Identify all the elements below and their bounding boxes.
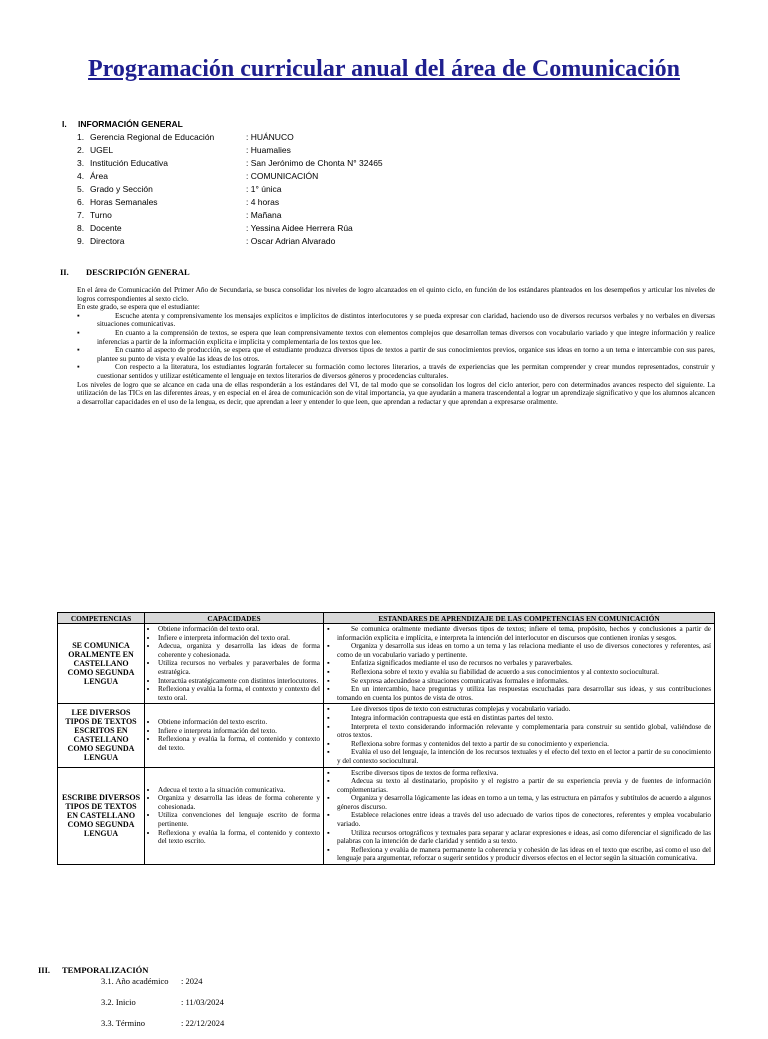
section-3-heading xyxy=(38,965,148,975)
capacidad-item: • Interactúa estratégicamente con distintos interlocutores. xyxy=(158,677,320,686)
info-number: 4. xyxy=(77,171,85,181)
estandar-item xyxy=(327,811,711,828)
bullet-icon: ▪ xyxy=(327,811,330,820)
info-number: 8. xyxy=(77,223,85,233)
bullet-icon: ▪ xyxy=(327,794,330,803)
estandar-text: Enfatiza significados mediante el uso de recursos no verbales y paraverbales. xyxy=(351,659,573,668)
estandar-item xyxy=(327,625,711,642)
bullet-icon: ▪ xyxy=(327,739,330,748)
capacidad-item: • Reflexiona y evalúa la forma, el contenido y contexto del texto escrito. xyxy=(158,829,320,846)
info-row xyxy=(77,170,383,183)
temporalization-list xyxy=(101,976,224,1039)
bullet-icon: ▪ xyxy=(327,845,330,854)
bullet-icon: ▪ xyxy=(327,676,330,685)
section-1-title: INFORMACIÓN GENERAL xyxy=(78,119,183,129)
competencia-cell: ESCRIBE DIVERSOS TIPOS DE TEXTOS EN CASTELLANO COMO SEGUNDA LENGUA xyxy=(58,767,145,865)
info-label: Docente xyxy=(90,223,122,233)
section-2-heading xyxy=(60,267,190,277)
capacidad-item: • Reflexiona y evalúa la forma, el contexto y contexto del texto oral. xyxy=(158,685,320,702)
header-capacidades: CAPACIDADES xyxy=(145,613,324,624)
estandar-text: Escribe diversos tipos de textos de forma reflexiva. xyxy=(351,768,499,777)
estandar-item xyxy=(327,829,711,846)
info-value: : Mañana xyxy=(246,210,282,220)
info-value: : Yessina Aidee Herrera Rúa xyxy=(246,223,353,233)
estandar-item xyxy=(327,777,711,794)
estandar-text: Se expresa adecuándose a situaciones comunicativas formales e informales. xyxy=(351,676,569,685)
info-row xyxy=(77,183,383,196)
info-value: : 4 horas xyxy=(246,197,280,207)
estandar-text: Reflexiona sobre el texto y evalúa su fiabilidad de acuerdo a sus conocimientos y al contexto sociocultural. xyxy=(351,667,659,676)
capacidad-item: • Obtiene información del texto escrito. xyxy=(158,718,320,727)
capacidad-item: • Utiliza recursos no verbales y paraverbales de forma estratégica. xyxy=(158,659,320,676)
section-2-number: II. xyxy=(60,267,69,277)
bullet-icon: ▪ xyxy=(77,362,80,372)
info-number: 1. xyxy=(77,132,85,142)
temporalization-label: 3.1. Año académico xyxy=(101,976,169,986)
info-label: Área xyxy=(90,171,108,181)
estandar-item xyxy=(327,659,711,668)
capacidad-item: • Adecua, organiza y desarrolla las ideas de forma coherente y cohesionada. xyxy=(158,642,320,659)
general-description xyxy=(77,286,715,406)
info-value: : San Jerónimo de Chonta N° 32465 xyxy=(246,158,383,168)
capacidad-item: • Obtiene información del texto oral. xyxy=(158,625,320,634)
header-competencias: COMPETENCIAS xyxy=(58,613,145,624)
bullet-text: En cuanto a la comprensión de textos, se espera que lean comprensivamente textos con elementos complejos que desarrollan temas diversos con vocabulario variado y que integre información y realice inferencias a partir de la información explícita e implícita y complementaria de los textos que lee. xyxy=(97,327,715,346)
estandar-text: Adecua su texto al destinatario, propósito y el registro a partir de su experiencia previa y de fuentes de información complementarias. xyxy=(337,777,711,794)
estandares-cell xyxy=(324,767,715,865)
estandar-text: Reflexiona sobre formas y contenidos del texto a partir de su conocimiento y experiencia. xyxy=(351,739,609,748)
estandar-item xyxy=(327,740,711,749)
capacidad-item: • Infiere e interpreta información del texto oral. xyxy=(158,634,320,643)
bullet-icon: ▪ xyxy=(327,642,330,651)
temporalization-value: : 22/12/2024 xyxy=(181,1018,225,1028)
section-3-title: TEMPORALIZACIÓN xyxy=(62,965,149,975)
estandar-text: Reflexiona y evalúa de manera permanente la coherencia y cohesión de las ideas en el texto que escribe, así como el uso del lenguaje para argumentar, reforzar o sugerir sentidos y producir diversos efectos en el lector según la situación comunicativa. xyxy=(337,845,711,863)
estandar-text: En un intercambio, hace preguntas y utiliza las respuestas escuchadas para desarrollar sus ideas, y sus contribuciones tomando en cuenta los puntos de vista de otros. xyxy=(337,685,711,702)
temporalization-label: 3.2. Inicio xyxy=(101,997,136,1007)
description-bullet xyxy=(77,363,715,380)
estandares-cell xyxy=(324,704,715,767)
bullet-icon: ▪ xyxy=(77,310,80,320)
info-number: 5. xyxy=(77,184,85,194)
estandar-text: Utiliza recursos ortográficos y textuales para separar y aclarar expresiones e ideas, así como diferenciar el significado de las palabras con la intención de darle claridad y sentido a su texto. xyxy=(337,828,711,846)
capacidades-list xyxy=(148,718,320,752)
info-label: Horas Semanales xyxy=(90,197,158,207)
estandar-item xyxy=(327,748,711,765)
estandar-text: Organiza y desarrolla sus ideas en torno a un tema y las relaciona mediante el uso de diversos conectores y referentes, así como de un vocabulario variado y pertinente. xyxy=(337,642,711,659)
capacidad-item: • Organiza y desarrolla las ideas de forma coherente y cohesionada. xyxy=(158,794,320,811)
description-paragraph-3: Los niveles de logro que se alcance en cada una de ellas responderán a los estándares del VI, de tal modo que se consolidan los logros del ciclo anterior, pero con determinados avances respecto del siguiente. La utilización de las TICs en las diferentes áreas, y en especial en el área de comunicación son de vital importancia, ya que ayudarán a manera trascendental a lograr un aprendizaje significativo y que los alumnos alcancen a desarrollar capacidades en el uso de la lengua, es decir, que aprendan a leer y entender lo que leen, que aprendan a redactar y que aprendan a expresarse oralmente. xyxy=(77,379,715,406)
estandar-item xyxy=(327,677,711,686)
estandar-text: Interpreta el texto considerando información relevante y complementaria para construir su sentido global, valiéndose de otros textos. xyxy=(337,722,711,740)
info-number: 9. xyxy=(77,236,85,246)
info-row xyxy=(77,222,383,235)
estandar-text: Evalúa el uso del lenguaje, la intención de los recursos textuales y el efecto del texto en el lector a partir de su conocimiento y del contexto sociocultural. xyxy=(337,748,711,765)
table-row xyxy=(58,704,715,767)
temporalization-label: 3.3. Término xyxy=(101,1018,145,1028)
bullet-text: Escuche atenta y comprensivamente los mensajes explícitos e implícitos de distintos interlocutores y se pueda expresar con claridad, haciendo uso de diversos recursos verbales y no verbales en diversas situaciones comunicativas. xyxy=(97,310,715,329)
info-row xyxy=(77,209,383,222)
description-bullet xyxy=(77,329,715,346)
capacidades-cell xyxy=(145,767,324,865)
bullet-icon: ▪ xyxy=(327,748,330,757)
bullet-text: En cuanto al aspecto de producción, se espera que el estudiante produzca diversos tipos de textos a partir de sus conocimientos previos, organice sus ideas en torno a un tema e intercambie con sus pares, plantee su punto de vista y evalúe las ideas de los otros. xyxy=(97,345,715,363)
estandar-text: Lee diversos tipos de texto con estructuras complejas y vocabulario variado. xyxy=(351,705,571,714)
description-paragraph-2: En este grado, se espera que el estudiante: xyxy=(77,302,200,312)
estandar-item xyxy=(327,685,711,702)
info-number: 6. xyxy=(77,197,85,207)
bullet-icon: ▪ xyxy=(327,722,330,731)
info-label: Institución Educativa xyxy=(90,158,168,168)
description-bullets xyxy=(77,312,715,381)
estandar-text: Se comunica oralmente mediante diversos tipos de textos; infiere el tema, propósito, hechos y conclusiones a partir de información explícita e implícita, e interpreta la intención del interlocutor en discursos que contienen ironías y sesgos. xyxy=(337,625,711,642)
capacidad-item: • Adecua el texto a la situación comunicativa. xyxy=(158,786,320,795)
info-value: : COMUNICACIÓN xyxy=(246,171,319,181)
info-value: : Oscar Adrian Alvarado xyxy=(246,236,336,246)
bullet-icon: ▪ xyxy=(77,327,80,337)
section-3-number: III. xyxy=(38,965,51,975)
info-row xyxy=(77,157,383,170)
info-label: Gerencia Regional de Educación xyxy=(90,132,215,142)
competencia-cell: LEE DIVERSOS TIPOS DE TEXTOS ESCRITOS EN CASTELLANO COMO SEGUNDA LENGUA xyxy=(58,704,145,767)
estandar-item xyxy=(327,723,711,740)
bullet-icon: ▪ xyxy=(77,345,80,355)
bullet-icon: ▪ xyxy=(327,625,330,633)
header-estandares: ESTANDARES DE APRENDIZAJE DE LAS COMPETENCIAS EN COMUNICACIÓN xyxy=(324,613,715,624)
estandar-item xyxy=(327,769,711,778)
info-number: 2. xyxy=(77,145,85,155)
capacidades-cell xyxy=(145,624,324,704)
bullet-icon: ▪ xyxy=(327,713,330,722)
info-value: : HUÁNUCO xyxy=(246,132,294,142)
document-title: Programación curricular anual del área de Comunicación xyxy=(88,56,680,82)
bullet-icon: ▪ xyxy=(327,659,330,668)
bullet-icon: ▪ xyxy=(327,667,330,676)
bullet-icon: ▪ xyxy=(327,768,330,777)
capacidades-list xyxy=(148,786,320,846)
section-1-heading xyxy=(62,119,183,129)
description-bullet xyxy=(77,346,715,363)
info-number: 7. xyxy=(77,210,85,220)
estandares-cell xyxy=(324,624,715,704)
capacidad-item: • Infiere e interpreta información del texto. xyxy=(158,727,320,736)
bullet-icon: ▪ xyxy=(327,828,330,837)
bullet-icon: ▪ xyxy=(327,705,330,714)
temporalization-row xyxy=(101,997,224,1018)
estandar-item xyxy=(327,846,711,863)
capacidades-cell xyxy=(145,704,324,767)
estandar-item xyxy=(327,714,711,723)
bullet-icon: ▪ xyxy=(327,685,330,694)
competencies-table xyxy=(57,612,715,865)
info-row xyxy=(77,196,383,209)
general-info-list xyxy=(77,131,383,248)
info-label: UGEL xyxy=(90,145,114,155)
estandar-item xyxy=(327,642,711,659)
table-header-row xyxy=(58,613,715,624)
info-value: : 1° única xyxy=(246,184,282,194)
estandar-item xyxy=(327,668,711,677)
capacidad-item: • Utiliza convenciones del lenguaje escrito de forma pertinente. xyxy=(158,811,320,828)
info-row xyxy=(77,131,383,144)
info-value: : Huamalies xyxy=(246,145,291,155)
estandar-text: Integra información contrapuesta que está en distintas partes del texto. xyxy=(351,713,554,722)
section-1-number: I. xyxy=(62,119,67,129)
info-row xyxy=(77,144,383,157)
description-paragraph-1: En el área de Comunicación del Primer Año de Secundaria, se busca consolidar los niveles de logro alcanzados en el quinto ciclo, en función de los estándares planteados en los desempeños y articular los niveles de logros correspondientes al sexto ciclo. xyxy=(77,285,715,303)
table-row xyxy=(58,624,715,704)
bullet-text: Con respecto a la literatura, los estudiantes lograrán fortalecer su formación como lectores literarios, a través de experiencias que les permitan comprender y crear mundos representados, construir y cuestionar sentidos y utilizar estéticamente el lenguaje en textos literarios de diversos géneros y procedencias culturales. xyxy=(97,362,715,380)
description-bullet xyxy=(77,312,715,329)
competencia-cell: SE COMUNICA ORALMENTE EN CASTELLANO COMO SEGUNDA LENGUA xyxy=(58,624,145,704)
capacidad-item: • Reflexiona y evalúa la forma, el contenido y contexto del texto. xyxy=(158,735,320,752)
temporalization-row xyxy=(101,1018,224,1039)
info-number: 3. xyxy=(77,158,85,168)
info-label: Directora xyxy=(90,236,125,246)
temporalization-value: : 11/03/2024 xyxy=(181,997,224,1007)
table-row xyxy=(58,767,715,865)
estandar-text: Organiza y desarrolla lógicamente las ideas en torno a un tema, y las estructura en párrafos y subtítulos de acuerdo a algunos géneros discurso. xyxy=(337,794,711,811)
capacidades-list xyxy=(148,625,320,702)
temporalization-row xyxy=(101,976,224,997)
bullet-icon: ▪ xyxy=(327,777,330,786)
estandar-item xyxy=(327,705,711,714)
temporalization-value: : 2024 xyxy=(181,976,203,986)
estandar-item xyxy=(327,794,711,811)
section-2-title: DESCRIPCIÓN GENERAL xyxy=(86,267,190,277)
estandar-text: Establece relaciones entre ideas a través del uso adecuado de varios tipos de conectores, referentes y emplea vocabulario variado. xyxy=(337,811,711,829)
info-row xyxy=(77,235,383,248)
info-label: Turno xyxy=(90,210,112,220)
info-label: Grado y Sección xyxy=(90,184,153,194)
